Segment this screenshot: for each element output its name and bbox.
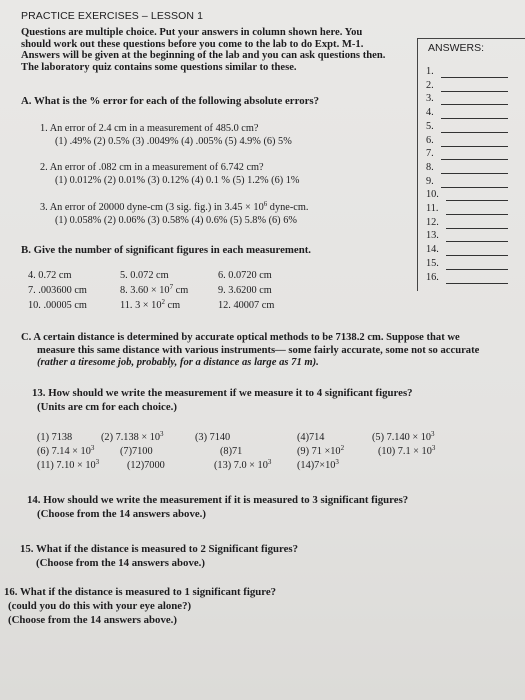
question-2 xyxy=(40,162,300,188)
choice-11 xyxy=(37,460,99,471)
answer-label-6: 6. xyxy=(426,134,434,146)
question-3-stem-unit: dyne-cm. xyxy=(267,202,309,213)
answer-blank-10[interactable] xyxy=(446,200,508,201)
answer-blank-7[interactable] xyxy=(441,159,508,160)
choice-13-text: (13) 7.0 × 10 xyxy=(214,460,268,471)
answer-label-10: 10. xyxy=(426,189,439,201)
answer-label-7: 7. xyxy=(426,148,434,160)
answer-label-11: 11. xyxy=(426,203,439,214)
q13-sub-c: for each choice.) xyxy=(99,401,177,413)
answer-label-5: 5. xyxy=(426,120,434,132)
measurement-10: 10. .00005 cm xyxy=(28,300,87,311)
answer-label-12: 12. xyxy=(426,216,439,228)
question-3-stem xyxy=(40,202,308,215)
answer-label-9: 9. xyxy=(426,175,434,187)
instructions xyxy=(21,27,385,73)
q16-stem-c: significant figure? xyxy=(189,586,277,598)
choice-1: (1) 7138 xyxy=(37,432,73,443)
answer-blank-3[interactable] xyxy=(441,104,508,105)
question-14 xyxy=(27,493,408,521)
q16-stem-b: 1 xyxy=(184,586,190,598)
question-1-stem: 1. An error of 2.4 cm in a measurement of 485.0 cm? xyxy=(40,123,259,134)
section-c-line: measure this same distance with various instruments— some fairly accurate, some not so accurate xyxy=(37,344,480,356)
measurement-5: 5. 0.072 cm xyxy=(120,270,169,281)
exponent: 2 xyxy=(161,298,165,306)
section-c-line: C. A certain distance is determined by accurate optical methods to be 7138.2 cm. Suppose that we xyxy=(21,332,460,343)
choice-14 xyxy=(297,460,339,471)
answer-blank-8[interactable] xyxy=(441,173,508,174)
exponent: 3 xyxy=(335,458,339,466)
q16-stem-a: 16. What if the distance is measured to xyxy=(4,586,185,598)
exponent: 6 xyxy=(263,200,268,208)
question-16-subtext: (Choose from the 14 answers above.) xyxy=(8,614,177,626)
question-16-stem xyxy=(4,585,276,599)
measurement-12: 12. 40007 cm xyxy=(218,300,275,311)
choice-10-text: (10) 7.1 × 10 xyxy=(378,446,432,457)
section-a-heading: A. What is the % error for each of the following absolute errors? xyxy=(21,95,319,107)
question-16 xyxy=(4,585,276,627)
choice-7: (7)7100 xyxy=(120,446,153,457)
exponent: 3 xyxy=(431,444,436,452)
measurement-7: 7. .003600 cm xyxy=(28,285,87,296)
measurement-8-unit: cm xyxy=(173,285,189,296)
section-c-line: (rather a tiresome job, probably, for a distance as large as 71 m). xyxy=(37,357,319,368)
choice-13 xyxy=(214,460,271,471)
choice-9 xyxy=(297,446,344,457)
instructions-line: The laboratory quiz contains some questions similar to these. xyxy=(21,61,297,73)
answer-label-2: 2. xyxy=(426,79,434,91)
answer-blank-2[interactable] xyxy=(441,91,508,92)
measurement-11-value: 11. 3 × 10 xyxy=(120,300,162,311)
question-13-subtext xyxy=(32,400,413,414)
answer-blank-5[interactable] xyxy=(441,132,508,133)
answer-blank-11[interactable] xyxy=(446,214,508,215)
choice-14-text: (14)7×10 xyxy=(297,460,336,471)
exponent: 3 xyxy=(90,444,95,452)
question-1-choices: (1) .49% (2) 0.5% (3) .0049% (4) .005% (5) 4.9% (6) 5% xyxy=(55,135,292,147)
question-16-subtext: (could you do this with your eye alone?) xyxy=(8,600,192,612)
choice-12: (12)7000 xyxy=(127,460,165,471)
exponent: 3 xyxy=(160,430,164,438)
choice-10 xyxy=(378,446,435,457)
choice-4: (4)714 xyxy=(297,432,325,443)
question-3 xyxy=(40,202,308,228)
measurement-9: 9. 3.6200 cm xyxy=(218,285,272,296)
answer-label-4: 4. xyxy=(426,107,434,119)
answer-label-15: 15. xyxy=(426,257,439,269)
question-1 xyxy=(40,123,292,149)
question-15-subtext: (Choose from the 14 answers above.) xyxy=(36,557,205,569)
answer-blank-6[interactable] xyxy=(441,146,508,147)
choice-9-text: (9) 71 ×10 xyxy=(297,446,341,457)
choice-6-text: (6) 7.14 × 10 xyxy=(37,446,91,457)
section-c-text xyxy=(21,332,525,370)
question-2-choices: (1) 0.012% (2) 0.01% (3) 0.12% (4) 0.1 % (5) 1.2% (6) 1% xyxy=(55,174,300,186)
question-14-stem: 14. How should we write the measurement if it is measured to 3 significant figures? xyxy=(27,494,409,506)
answer-blank-14[interactable] xyxy=(446,255,508,256)
instructions-line: Questions are multiple choice. Put your answers in column shown here. You xyxy=(21,27,363,38)
choice-2 xyxy=(101,432,164,443)
measurement-8 xyxy=(120,285,188,298)
choice-5-text: (5) 7.140 × 10 xyxy=(372,432,432,443)
choice-3: (3) 7140 xyxy=(195,432,231,443)
answer-blank-1[interactable] xyxy=(441,77,508,78)
measurement-4: 4. 0.72 cm xyxy=(28,270,72,281)
answer-label-8: 8. xyxy=(426,161,434,173)
answer-blank-9[interactable] xyxy=(441,187,508,188)
answer-blank-13[interactable] xyxy=(446,241,508,242)
choice-6 xyxy=(37,446,94,457)
instructions-line: should work out these questions before you come to the lab to do Expt. M-1. xyxy=(21,38,364,50)
instructions-line: Answers will be given at the beginning of the lab and you can ask questions then. xyxy=(21,50,386,61)
measurement-11-unit: cm xyxy=(164,300,181,311)
question-2-stem: 2. An error of .082 cm in a measurement of 6.742 cm? xyxy=(40,162,264,173)
question-15-stem: 15. What if the distance is measured to 2 Significant figures? xyxy=(20,543,299,555)
answer-blank-15[interactable] xyxy=(446,269,508,270)
answer-label-14: 14. xyxy=(426,244,439,256)
answer-label-3: 3. xyxy=(426,93,434,105)
exponent: 2 xyxy=(340,444,345,452)
measurement-8-value: 8. 3.60 × 10 xyxy=(120,285,170,296)
measurement-6: 6. 0.0720 cm xyxy=(218,270,272,281)
answers-heading: ANSWERS: xyxy=(428,42,485,54)
measurement-11 xyxy=(120,300,180,313)
question-13 xyxy=(32,386,413,414)
answer-label-16: 16. xyxy=(426,271,439,283)
exponent: 3 xyxy=(95,458,100,466)
question-14-subtext: (Choose from the 14 answers above.) xyxy=(37,508,206,520)
answer-blank-12[interactable] xyxy=(446,228,508,229)
exponent: 3 xyxy=(431,430,435,438)
choice-11-text: (11) 7.10 × 10 xyxy=(37,460,96,471)
answer-label-13: 13. xyxy=(426,230,439,242)
answer-blank-16[interactable] xyxy=(446,283,508,284)
answer-label-1: 1. xyxy=(426,66,434,77)
exponent: 7 xyxy=(169,283,174,291)
question-15 xyxy=(20,542,298,570)
question-3-choices: (1) 0.058% (2) 0.06% (3) 0.58% (4) 0.6% (5) 5.8% (6) 6% xyxy=(55,214,297,226)
section-b-heading: B. Give the number of significant figures in each measurement. xyxy=(21,244,312,256)
answer-blank-4[interactable] xyxy=(441,118,508,119)
choice-5 xyxy=(372,432,435,443)
q13-sub-b: cm xyxy=(85,401,100,413)
choice-8: (8)71 xyxy=(220,446,243,457)
choice-2-text: (2) 7.138 × 10 xyxy=(101,432,161,443)
question-13-stem: 13. How should we write the measurement if we measure it to 4 significant figures? xyxy=(32,387,413,399)
question-3-stem-text: 3. An error of 20000 dyne-cm (3 sig. fig.) in 3.45 × 10 xyxy=(40,202,264,213)
page-title: PRACTICE EXERCISES – LESSON 1 xyxy=(21,10,204,22)
exponent: 3 xyxy=(267,458,272,466)
q13-sub-a: (Units are xyxy=(37,401,86,413)
